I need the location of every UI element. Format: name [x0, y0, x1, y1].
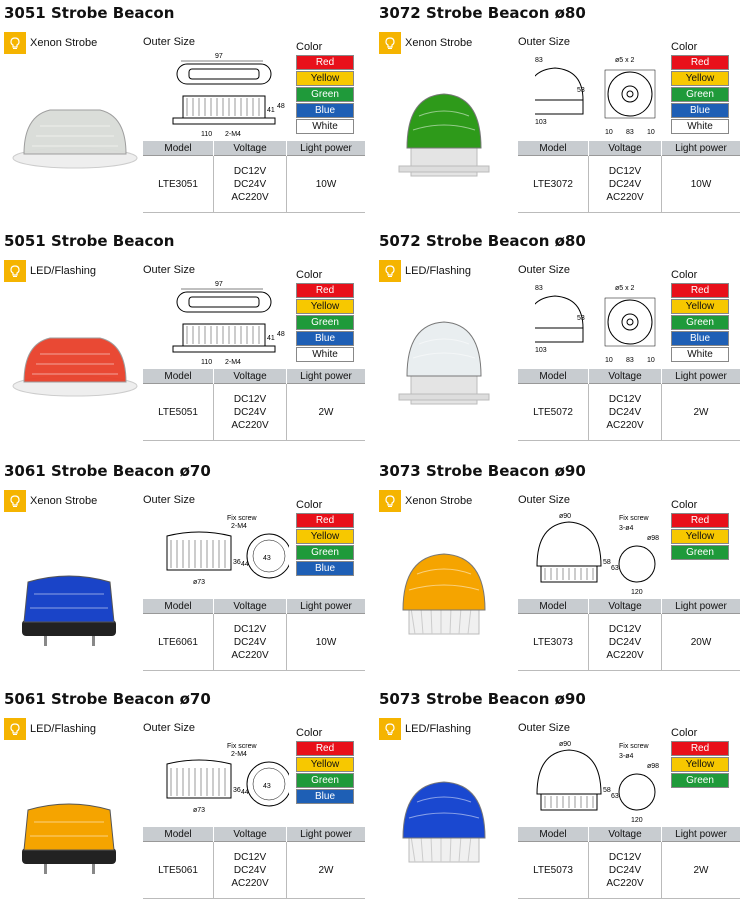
type-label: Xenon Strobe: [405, 37, 473, 49]
svg-text:120: 120: [631, 817, 643, 824]
product-section: [0, 228, 370, 446]
svg-text:3-ø4: 3-ø4: [619, 753, 634, 760]
voltage-value: DC12V DC24V AC220V: [214, 614, 287, 671]
color-label: Color: [671, 41, 698, 53]
spec-table: [518, 369, 740, 441]
svg-text:48: 48: [277, 331, 285, 338]
outer-size-label: Outer Size: [143, 264, 195, 276]
outer-size-label: Outer Size: [518, 494, 570, 506]
color-swatch: Blue: [296, 103, 354, 118]
beacon-photo: [14, 788, 124, 878]
color-swatch: Blue: [671, 103, 729, 118]
product-section: [375, 228, 745, 446]
color-label: Color: [296, 41, 323, 53]
voltage-value: DC12V DC24V AC220V: [214, 384, 287, 441]
color-swatch: Yellow: [296, 757, 354, 772]
color-swatches: [671, 513, 729, 561]
svg-text:ø90: ø90: [559, 513, 572, 520]
svg-text:ø73: ø73: [193, 579, 206, 586]
product-title: 3051 Strobe Beacon: [4, 4, 175, 22]
color-swatch: Green: [671, 545, 729, 560]
product-section: [375, 458, 745, 676]
product-title: 5061 Strobe Beacon ø70: [4, 690, 211, 708]
col-model: Model: [143, 599, 214, 614]
col-light: Light power: [287, 369, 366, 384]
dimension-drawing: [535, 50, 661, 140]
color-label: Color: [296, 727, 323, 739]
outer-size-label: Outer Size: [518, 264, 570, 276]
color-swatch: Red: [296, 741, 354, 756]
col-voltage: Voltage: [589, 369, 662, 384]
product-title: 3061 Strobe Beacon ø70: [4, 462, 211, 480]
lamp-icon: [4, 490, 26, 512]
col-model: Model: [143, 827, 214, 842]
col-voltage: Voltage: [214, 599, 287, 614]
color-swatches: [296, 283, 354, 363]
svg-text:3-ø4: 3-ø4: [619, 525, 634, 532]
col-light: Light power: [662, 599, 741, 614]
color-swatches: [296, 513, 354, 577]
voltage-value: DC12V DC24V AC220V: [214, 156, 287, 213]
type-badge: [379, 718, 471, 740]
svg-text:10: 10: [605, 357, 613, 364]
beacon-photo: [389, 544, 499, 644]
svg-text:43: 43: [263, 555, 271, 562]
product-title: 5073 Strobe Beacon ø90: [379, 690, 586, 708]
color-swatch: Green: [671, 87, 729, 102]
svg-text:120: 120: [631, 589, 643, 596]
col-voltage: Voltage: [214, 827, 287, 842]
col-model: Model: [518, 369, 589, 384]
beacon-photo: [389, 86, 499, 186]
power-value: 2W: [662, 842, 741, 899]
type-badge: [379, 260, 471, 282]
model-value: LTE5072: [518, 384, 589, 441]
product-section: [0, 0, 370, 218]
power-value: 2W: [287, 842, 366, 899]
col-voltage: Voltage: [589, 599, 662, 614]
type-label: LED/Flashing: [30, 265, 97, 277]
svg-text:83: 83: [626, 357, 634, 364]
outer-size-label: Outer Size: [518, 36, 570, 48]
type-label: Xenon Strobe: [30, 495, 98, 507]
svg-text:103: 103: [535, 119, 547, 126]
color-swatch: Green: [671, 315, 729, 330]
svg-text:83: 83: [535, 285, 543, 292]
model-value: LTE3072: [518, 156, 589, 213]
color-swatches: [671, 741, 729, 789]
svg-text:41: 41: [267, 335, 275, 342]
col-voltage: Voltage: [589, 141, 662, 156]
color-swatch: Yellow: [671, 529, 729, 544]
color-swatch: White: [296, 347, 354, 362]
svg-text:ø5 x 2: ø5 x 2: [615, 57, 635, 64]
svg-text:36: 36: [233, 787, 241, 794]
color-swatches: [671, 283, 729, 363]
model-value: LTE5051: [143, 384, 214, 441]
spec-table: [518, 141, 740, 213]
color-swatch: Red: [296, 283, 354, 298]
svg-text:10: 10: [647, 129, 655, 136]
col-model: Model: [518, 599, 589, 614]
svg-text:ø73: ø73: [193, 807, 206, 814]
color-swatch: Yellow: [296, 299, 354, 314]
svg-text:2-M4: 2-M4: [231, 751, 247, 758]
power-value: 10W: [662, 156, 741, 213]
svg-text:83: 83: [535, 57, 543, 64]
color-swatches: [296, 55, 354, 135]
lamp-icon: [4, 718, 26, 740]
dimension-drawing: [163, 278, 289, 368]
power-value: 2W: [287, 384, 366, 441]
col-voltage: Voltage: [214, 141, 287, 156]
svg-text:44: 44: [241, 561, 249, 568]
color-swatch: Red: [671, 741, 729, 756]
svg-text:ø5 x 2: ø5 x 2: [615, 285, 635, 292]
col-model: Model: [143, 369, 214, 384]
svg-text:2-M4: 2-M4: [231, 523, 247, 530]
col-voltage: Voltage: [214, 369, 287, 384]
lamp-icon: [379, 32, 401, 54]
svg-text:36: 36: [233, 559, 241, 566]
product-section: [375, 0, 745, 218]
svg-text:Fix screw: Fix screw: [227, 743, 257, 750]
color-swatch: Red: [671, 55, 729, 70]
dimension-drawing: [535, 508, 661, 598]
col-light: Light power: [662, 827, 741, 842]
power-value: 2W: [662, 384, 741, 441]
lamp-icon: [4, 260, 26, 282]
beacon-photo: [10, 96, 140, 176]
svg-text:ø90: ø90: [559, 741, 572, 748]
type-badge: [4, 718, 96, 740]
color-label: Color: [671, 499, 698, 511]
type-badge: [4, 32, 97, 54]
svg-text:110: 110: [201, 131, 213, 138]
type-label: LED/Flashing: [405, 723, 472, 735]
svg-text:58: 58: [603, 787, 611, 794]
svg-text:2-M4: 2-M4: [225, 359, 241, 366]
spec-table: [518, 599, 740, 671]
svg-text:10: 10: [647, 357, 655, 364]
color-swatch: Yellow: [296, 529, 354, 544]
svg-text:63: 63: [611, 793, 619, 800]
color-swatch: Blue: [296, 789, 354, 804]
col-model: Model: [518, 141, 589, 156]
col-light: Light power: [287, 827, 366, 842]
dimension-drawing: [535, 736, 661, 826]
type-badge: [379, 32, 472, 54]
color-swatch: Red: [296, 513, 354, 528]
type-label: LED/Flashing: [30, 723, 97, 735]
spec-table: [518, 827, 740, 899]
svg-text:53: 53: [577, 87, 585, 94]
svg-text:44: 44: [241, 789, 249, 796]
color-swatch: White: [671, 119, 729, 134]
dimension-drawing: [163, 50, 289, 140]
color-swatch: Blue: [296, 561, 354, 576]
dimension-drawing: [535, 278, 661, 368]
svg-text:83: 83: [626, 129, 634, 136]
color-swatch: Yellow: [671, 71, 729, 86]
type-label: Xenon Strobe: [405, 495, 473, 507]
color-label: Color: [296, 499, 323, 511]
col-light: Light power: [287, 599, 366, 614]
svg-text:63: 63: [611, 565, 619, 572]
type-label: LED/Flashing: [405, 265, 472, 277]
outer-size-label: Outer Size: [143, 722, 195, 734]
product-title: 5051 Strobe Beacon: [4, 232, 175, 250]
voltage-value: DC12V DC24V AC220V: [589, 156, 662, 213]
svg-text:10: 10: [605, 129, 613, 136]
product-section: [0, 686, 370, 904]
beacon-photo: [389, 314, 499, 414]
color-swatch: Green: [296, 87, 354, 102]
svg-text:103: 103: [535, 347, 547, 354]
spec-table: [143, 141, 365, 213]
color-label: Color: [296, 269, 323, 281]
power-value: 10W: [287, 614, 366, 671]
svg-text:58: 58: [603, 559, 611, 566]
svg-text:Fix screw: Fix screw: [227, 515, 257, 522]
beacon-photo: [10, 324, 140, 404]
color-swatch: Yellow: [296, 71, 354, 86]
col-light: Light power: [662, 369, 741, 384]
outer-size-label: Outer Size: [143, 36, 195, 48]
type-badge: [379, 490, 472, 512]
lamp-icon: [379, 490, 401, 512]
col-model: Model: [518, 827, 589, 842]
color-swatch: Red: [671, 513, 729, 528]
svg-text:97: 97: [215, 281, 223, 288]
svg-text:ø98: ø98: [647, 535, 660, 542]
model-value: LTE5061: [143, 842, 214, 899]
model-value: LTE3051: [143, 156, 214, 213]
dimension-drawing: [163, 736, 289, 826]
svg-text:41: 41: [267, 107, 275, 114]
color-swatch: Blue: [296, 331, 354, 346]
color-swatch: Blue: [671, 331, 729, 346]
beacon-photo: [14, 560, 124, 650]
color-swatch: White: [671, 347, 729, 362]
type-badge: [4, 260, 96, 282]
color-swatch: Green: [296, 773, 354, 788]
color-swatch: Yellow: [671, 299, 729, 314]
svg-text:Fix screw: Fix screw: [619, 515, 649, 522]
col-model: Model: [143, 141, 214, 156]
voltage-value: DC12V DC24V AC220V: [589, 614, 662, 671]
svg-text:53: 53: [577, 315, 585, 322]
product-title: 5072 Strobe Beacon ø80: [379, 232, 586, 250]
color-label: Color: [671, 727, 698, 739]
spec-table: [143, 599, 365, 671]
color-label: Color: [671, 269, 698, 281]
product-title: 3072 Strobe Beacon ø80: [379, 4, 586, 22]
col-light: Light power: [662, 141, 741, 156]
type-label: Xenon Strobe: [30, 37, 98, 49]
spec-table: [143, 369, 365, 441]
color-swatch: Red: [296, 55, 354, 70]
col-voltage: Voltage: [589, 827, 662, 842]
svg-text:ø98: ø98: [647, 763, 660, 770]
svg-text:2-M4: 2-M4: [225, 131, 241, 138]
outer-size-label: Outer Size: [143, 494, 195, 506]
beacon-photo: [389, 772, 499, 872]
product-title: 3073 Strobe Beacon ø90: [379, 462, 586, 480]
color-swatches: [296, 741, 354, 805]
color-swatch: Green: [296, 545, 354, 560]
svg-text:97: 97: [215, 53, 223, 60]
lamp-icon: [4, 32, 26, 54]
color-swatch: Green: [671, 773, 729, 788]
color-swatch: White: [296, 119, 354, 134]
model-value: LTE6061: [143, 614, 214, 671]
color-swatch: Green: [296, 315, 354, 330]
voltage-value: DC12V DC24V AC220V: [589, 384, 662, 441]
color-swatch: Red: [671, 283, 729, 298]
col-light: Light power: [287, 141, 366, 156]
power-value: 10W: [287, 156, 366, 213]
svg-text:48: 48: [277, 103, 285, 110]
voltage-value: DC12V DC24V AC220V: [589, 842, 662, 899]
power-value: 20W: [662, 614, 741, 671]
svg-text:43: 43: [263, 783, 271, 790]
color-swatch: Yellow: [671, 757, 729, 772]
spec-table: [143, 827, 365, 899]
lamp-icon: [379, 718, 401, 740]
lamp-icon: [379, 260, 401, 282]
outer-size-label: Outer Size: [518, 722, 570, 734]
svg-text:110: 110: [201, 359, 213, 366]
color-swatches: [671, 55, 729, 135]
product-section: [0, 458, 370, 676]
svg-text:Fix screw: Fix screw: [619, 743, 649, 750]
model-value: LTE3073: [518, 614, 589, 671]
product-section: [375, 686, 745, 904]
voltage-value: DC12V DC24V AC220V: [214, 842, 287, 899]
model-value: LTE5073: [518, 842, 589, 899]
dimension-drawing: [163, 508, 289, 598]
type-badge: [4, 490, 97, 512]
